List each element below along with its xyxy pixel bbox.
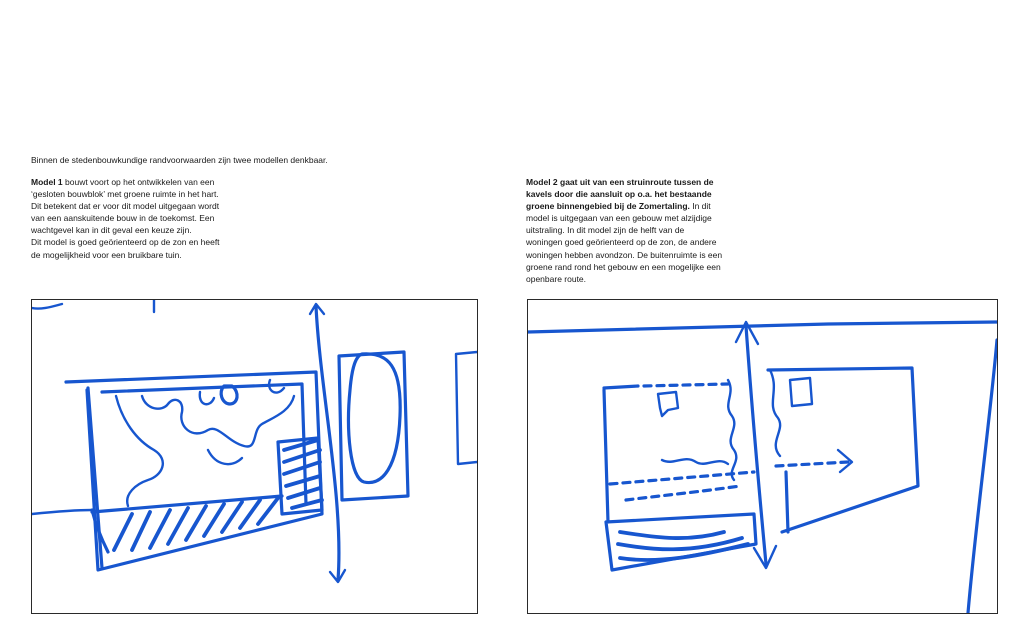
model-2-line: In dit xyxy=(689,201,711,212)
model-2-bold-line: gaat uit van een struinroute tussen de xyxy=(557,177,714,187)
model-1-heading: Model 1 xyxy=(31,177,63,187)
model-2-line: openbare route. xyxy=(526,273,587,284)
model-2-line: model is uitgegaan van een gebouw met alzijdige xyxy=(526,213,712,224)
model-2-sketch xyxy=(527,299,998,614)
model-2-bold-line: groene binnengebied bij de Zomertaling. xyxy=(526,201,690,212)
model-1-sketch xyxy=(31,299,478,614)
model-1-line: de mogelijkheid voor een bruikbare tuin. xyxy=(31,249,182,260)
model-1-description xyxy=(31,176,276,261)
model-2-line: uitstraling. In dit model zijn de helft van de xyxy=(526,225,685,236)
model-1-line: bouwt voort op het ontwikkelen van een xyxy=(62,177,215,187)
model-2-sketch-drawing xyxy=(528,300,997,613)
model-2-bold-line: kavels door die aansluit op o.a. het bestaande xyxy=(526,189,712,200)
model-2-heading: Model 2 xyxy=(526,177,558,187)
model-1-sketch-drawing xyxy=(32,300,477,613)
intro-text: Binnen de stedenbouwkundige randvoorwaarden zijn twee modellen denkbaar. xyxy=(31,155,328,165)
model-1-line: van een aanskuitende bouw in de toekomst. Een xyxy=(31,213,215,224)
model-1-line: wachtgevel kan in dit geval een keuze zijn. xyxy=(31,225,192,236)
model-2-line: groene rand rond het gebouw en een mogelijke een xyxy=(526,261,721,272)
model-1-line: ‘gesloten bouwblok’ met groene ruimte in het hart. xyxy=(31,189,219,200)
model-1-line: Dit betekent dat er voor dit model uitgegaan wordt xyxy=(31,201,220,212)
model-2-line: woningen goed geörienteerd op de zon, de andere xyxy=(526,237,717,248)
model-2-line: woningen hebben avondzon. De buitenruimte is een xyxy=(526,249,723,260)
model-1-line: Dit model is goed geörienteerd op de zon en heeft xyxy=(31,237,220,248)
model-2-description xyxy=(526,176,761,285)
